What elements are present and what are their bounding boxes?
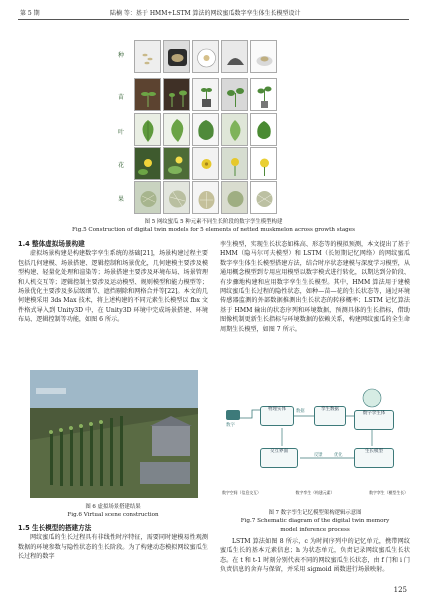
- running-title: 陆楠 等：基于 HMM+LSTM 算法的网纹蜜瓜数字孪生体生长模型设计: [110, 10, 301, 17]
- flower-photo: [163, 147, 190, 180]
- figure-7-caption-en-1: Fig.7 Schematic diagram of the digital twin memory: [240, 518, 390, 524]
- section-1-5-paragraph: 网纹蜜瓜的生长过程具有非线性时序特征，需要同时建模易性观测数据的环境参数与隐性状态的生长阶段。为了构建动态模拟网纹蜜瓜生长过程的数字: [18, 534, 208, 561]
- row-label-fruit: 果: [117, 196, 124, 203]
- row-label-seed: 种: [117, 52, 124, 59]
- section-1-4-paragraph: 虚拟场景构建是构建数字孪生系统的基础[21]，场景构建过程主要包括几何建模、场景搭建、逻辑控制和场景优化，几何建模主要涉及模型构建、轻量化处理和渲染等；场景搭建主要涉及环境布局、场景管理和人机交互等；逻辑控制主要涉及运动模型、规则模型和能力模型等；场景优化主要涉及多层级细节、遮挡剔除和网格合并等[22]。本文的几何建模采用 3ds Max 技术，将上述构建的不同元素生长模型以 fbx 文件格式导入到 Unity3D 中，在 Unity3D 环境中完成场景搭建、环境布局、逻辑控制等功能，如图 6 所示。: [18, 250, 208, 324]
- node-growth-model: 生长模型: [354, 448, 394, 468]
- right-column-paragraph-2: LSTM 算法如图 8 所示，c 为时间序列中的记忆单元，携带网纹蜜瓜生长的基本元素信息；h 为状态单元，负责记录网纹蜜瓜生长状态。在 t 和 t-1 时刻分别代表不同的网纹蜜瓜生长状态，由 f 门和 i 门负责信息的舍弃与保留，并采用 sigmoid 函数进行场景映射。: [220, 538, 410, 574]
- page-number: 125: [393, 586, 407, 594]
- edge-label-data: 数据: [296, 409, 305, 414]
- seedling-photo: [250, 78, 277, 111]
- right-column: [220, 240, 410, 334]
- left-column-bottom: [18, 524, 208, 562]
- node-interface: 交互界面: [260, 448, 298, 468]
- right-column-bottom: [220, 537, 410, 575]
- photo-row-seed: [134, 40, 277, 73]
- section-1-4-heading: 1.4 整体虚拟场景构建: [18, 240, 85, 248]
- leaf-photo: [221, 113, 248, 146]
- row-label-flower: 花: [117, 162, 124, 169]
- issue-number: 第 5 期: [20, 10, 40, 17]
- leaf-photo: [134, 113, 161, 146]
- flower-photo: [221, 147, 248, 180]
- fruit-photo: [250, 181, 277, 214]
- row-label-leaf: 叶: [117, 129, 124, 136]
- figure-7-bottom-labels: [222, 490, 408, 496]
- bottom-label-2: 数字孪生（构建元素）: [295, 490, 335, 495]
- figure-6-scene: [30, 370, 198, 498]
- leaf-photo: [192, 113, 219, 146]
- seed-photo: [192, 40, 219, 73]
- figure-5-caption-cn: 图 5 网纹蜜瓜 5 种元素不同生长阶段的数字孪生模型构建: [144, 219, 283, 225]
- node-physical-entity: 物理实体: [260, 406, 294, 426]
- fruit-photo: [134, 181, 161, 214]
- figure-7-caption-en-2: model inference process: [280, 527, 350, 533]
- fruit-photo: [192, 181, 219, 214]
- node-sensor-label: 数字: [226, 423, 235, 428]
- node-data: 孪生数据: [314, 406, 346, 426]
- seed-photo: [134, 40, 161, 73]
- flower-photo: [134, 147, 161, 180]
- flower-photo: [192, 147, 219, 180]
- figure-7-diagram: [222, 388, 408, 506]
- section-1-5-heading: 1.5 生长模型的搭建方法: [18, 524, 92, 532]
- figure-6-caption-cn: 图 6 虚拟场景搭建结果: [85, 504, 141, 510]
- seedling-photo: [221, 78, 248, 111]
- seed-photo: [250, 40, 277, 73]
- fruit-photo: [163, 181, 190, 214]
- seed-photo: [221, 40, 248, 73]
- seedling-photo: [134, 78, 161, 111]
- bottom-label-1: 数字空间（信息交互）: [222, 490, 261, 495]
- row-label-seedling: 苗: [117, 94, 124, 101]
- seed-photo: [163, 40, 190, 73]
- node-twin: 数字孪生体: [354, 410, 394, 430]
- right-column-paragraph-1: 孪生模型，实现生长状态如株高、形态等的模拟预测，本文提出了基于 HMM（隐马尔可夫模型）和 LSTM（长短期记忆网络）的网纹蜜瓜数字孪生体生长模型搭建方法，结合时序状态建模与深度学习模型，从通用概念模型到专用应用模型以数字模式进行转化，以期达到分阶段、有步骤地构建和应用数字孪生生长模型。其中，HMM 算法用于建模网纹蜜瓜生长过程的隐性状态，如种—苗—花的生长状态等，通过环境传感器监测的外部数据推测出生长状态的转移概率；LSTM 记忆算法基于 HMM 输出的状态序列和环境数据，预测具体的生长指标，借助图像机制更新生长指标与环境数据的依赖关系，构建网纹蜜瓜的全生命周期生长模型，如图 7 所示。: [220, 241, 410, 333]
- header-rule: [18, 19, 409, 20]
- edge-label-optimize: 优化: [334, 453, 343, 458]
- photo-row-seedling: [134, 78, 277, 111]
- edge-label-feedback: 反馈: [314, 453, 323, 458]
- leaf-photo: [250, 113, 277, 146]
- photo-row-flower: [134, 147, 277, 180]
- bottom-label-3: 数字孪生（模型生长）: [369, 490, 408, 495]
- photo-row-leaf: [134, 113, 277, 146]
- fruit-photo: [221, 181, 248, 214]
- left-column: [18, 240, 208, 325]
- photo-row-fruit: [134, 181, 277, 214]
- figure-5-caption-en: Fig.5 Construction of digital twin models for 5 elements of netted muskmelon across growth stages: [72, 227, 355, 233]
- figure-7-caption-cn: 图 7 数字孪生记忆模型架构逻辑示意图: [268, 510, 362, 516]
- seedling-photo: [192, 78, 219, 111]
- flower-photo: [250, 147, 277, 180]
- leaf-photo: [163, 113, 190, 146]
- figure-6-caption-en: Fig.6 Virtual scene construction: [67, 512, 159, 518]
- seedling-photo: [163, 78, 190, 111]
